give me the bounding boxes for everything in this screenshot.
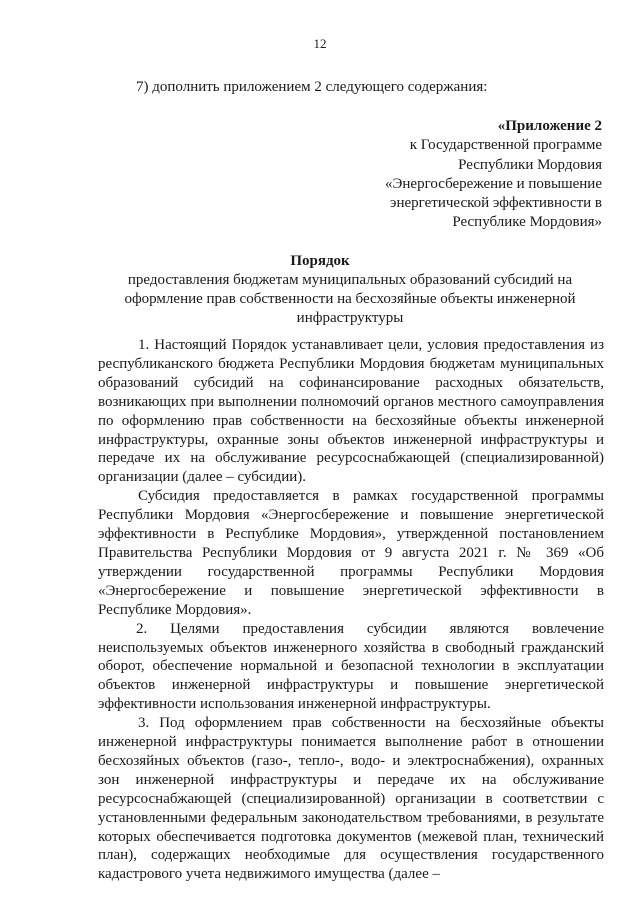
paragraph: Субсидия предоставляется в рамках государственной программы Республики Мордовия «Энергосбережение и повышение энергетической эффективности в Республике Мордовия», утвержденной постановлением Правительства Республики Мордовия от 9 августа 2021 г. № 369 «Об утверждении государственной программы Республики Мордовия «Энергосбережение и повышение энергетической эффективности в Республике Мордовия». (98, 488, 604, 618)
appendix-line: «Энергосбережение и повышение (384, 175, 602, 192)
paragraph: 3. Под оформлением прав собственности на бесхозяйные объекты инженерной инфраструктуры понимается выполнение работ в отношении бесхозяйных объектов (газо-, тепло-, водо- и электроснабжения), охранных зон инженерной инфраструктуры и передаче их на обслуживание ресурсоснабжающей (специализированной) организации в соответствии с установленными федеральным законодательством требованиями, в результате которых обеспечивается подготовка документов (межевой план, технический план), содержащих необходимые для осуществления государственного кадастрового учета недвижимого имущества (далее – (98, 715, 604, 883)
document-title: Порядок (290, 253, 350, 269)
appendix-line: Республики Мордовия (458, 156, 602, 173)
appendix-line: Республике Мордовия» (452, 214, 602, 231)
appendix-line: к Государственной программе (409, 137, 602, 154)
paragraph: 2. Целями предоставления субсидии являются вовлечение неиспользуемых объектов инженерного хозяйства в свободный гражданский оборот, обеспечение нормальной и безопасной технологии в эксплуатации объектов инженерной инфраструктуры и повышение энергетической эффективности использования инженерной инфраструктуры. (98, 620, 604, 713)
page-number: 12 (313, 36, 327, 51)
document-body (98, 336, 604, 884)
appendix-title: «Приложение 2 (497, 118, 602, 134)
paragraph: 1. Настоящий Порядок устанавливает цели, условия предоставления из республиканского бюджета Республики Мордовия бюджетам муниципальных образований субсидий на софинансирование расходных обязательств, возникающих при выполнении полномочий органов местного самоуправления по оформлению прав собственности на бесхозяйные объекты инженерной инфраструктуры, охранные зоны объектов инженерной инфраструктуры и передаче их на обслуживание ресурсоснабжающей (специализированной) организации (далее – субсидии). (98, 337, 604, 486)
appendix-line: энергетической эффективности в (390, 195, 602, 212)
intro-text: 7) дополнить приложением 2 следующего содержания: (136, 79, 488, 95)
appendix-header (302, 117, 602, 233)
document-subtitle: предоставления бюджетам муниципальных образований субсидий на оформление прав собственности на бесхозяйные объекты инженерной инфраструктуры (124, 272, 576, 326)
